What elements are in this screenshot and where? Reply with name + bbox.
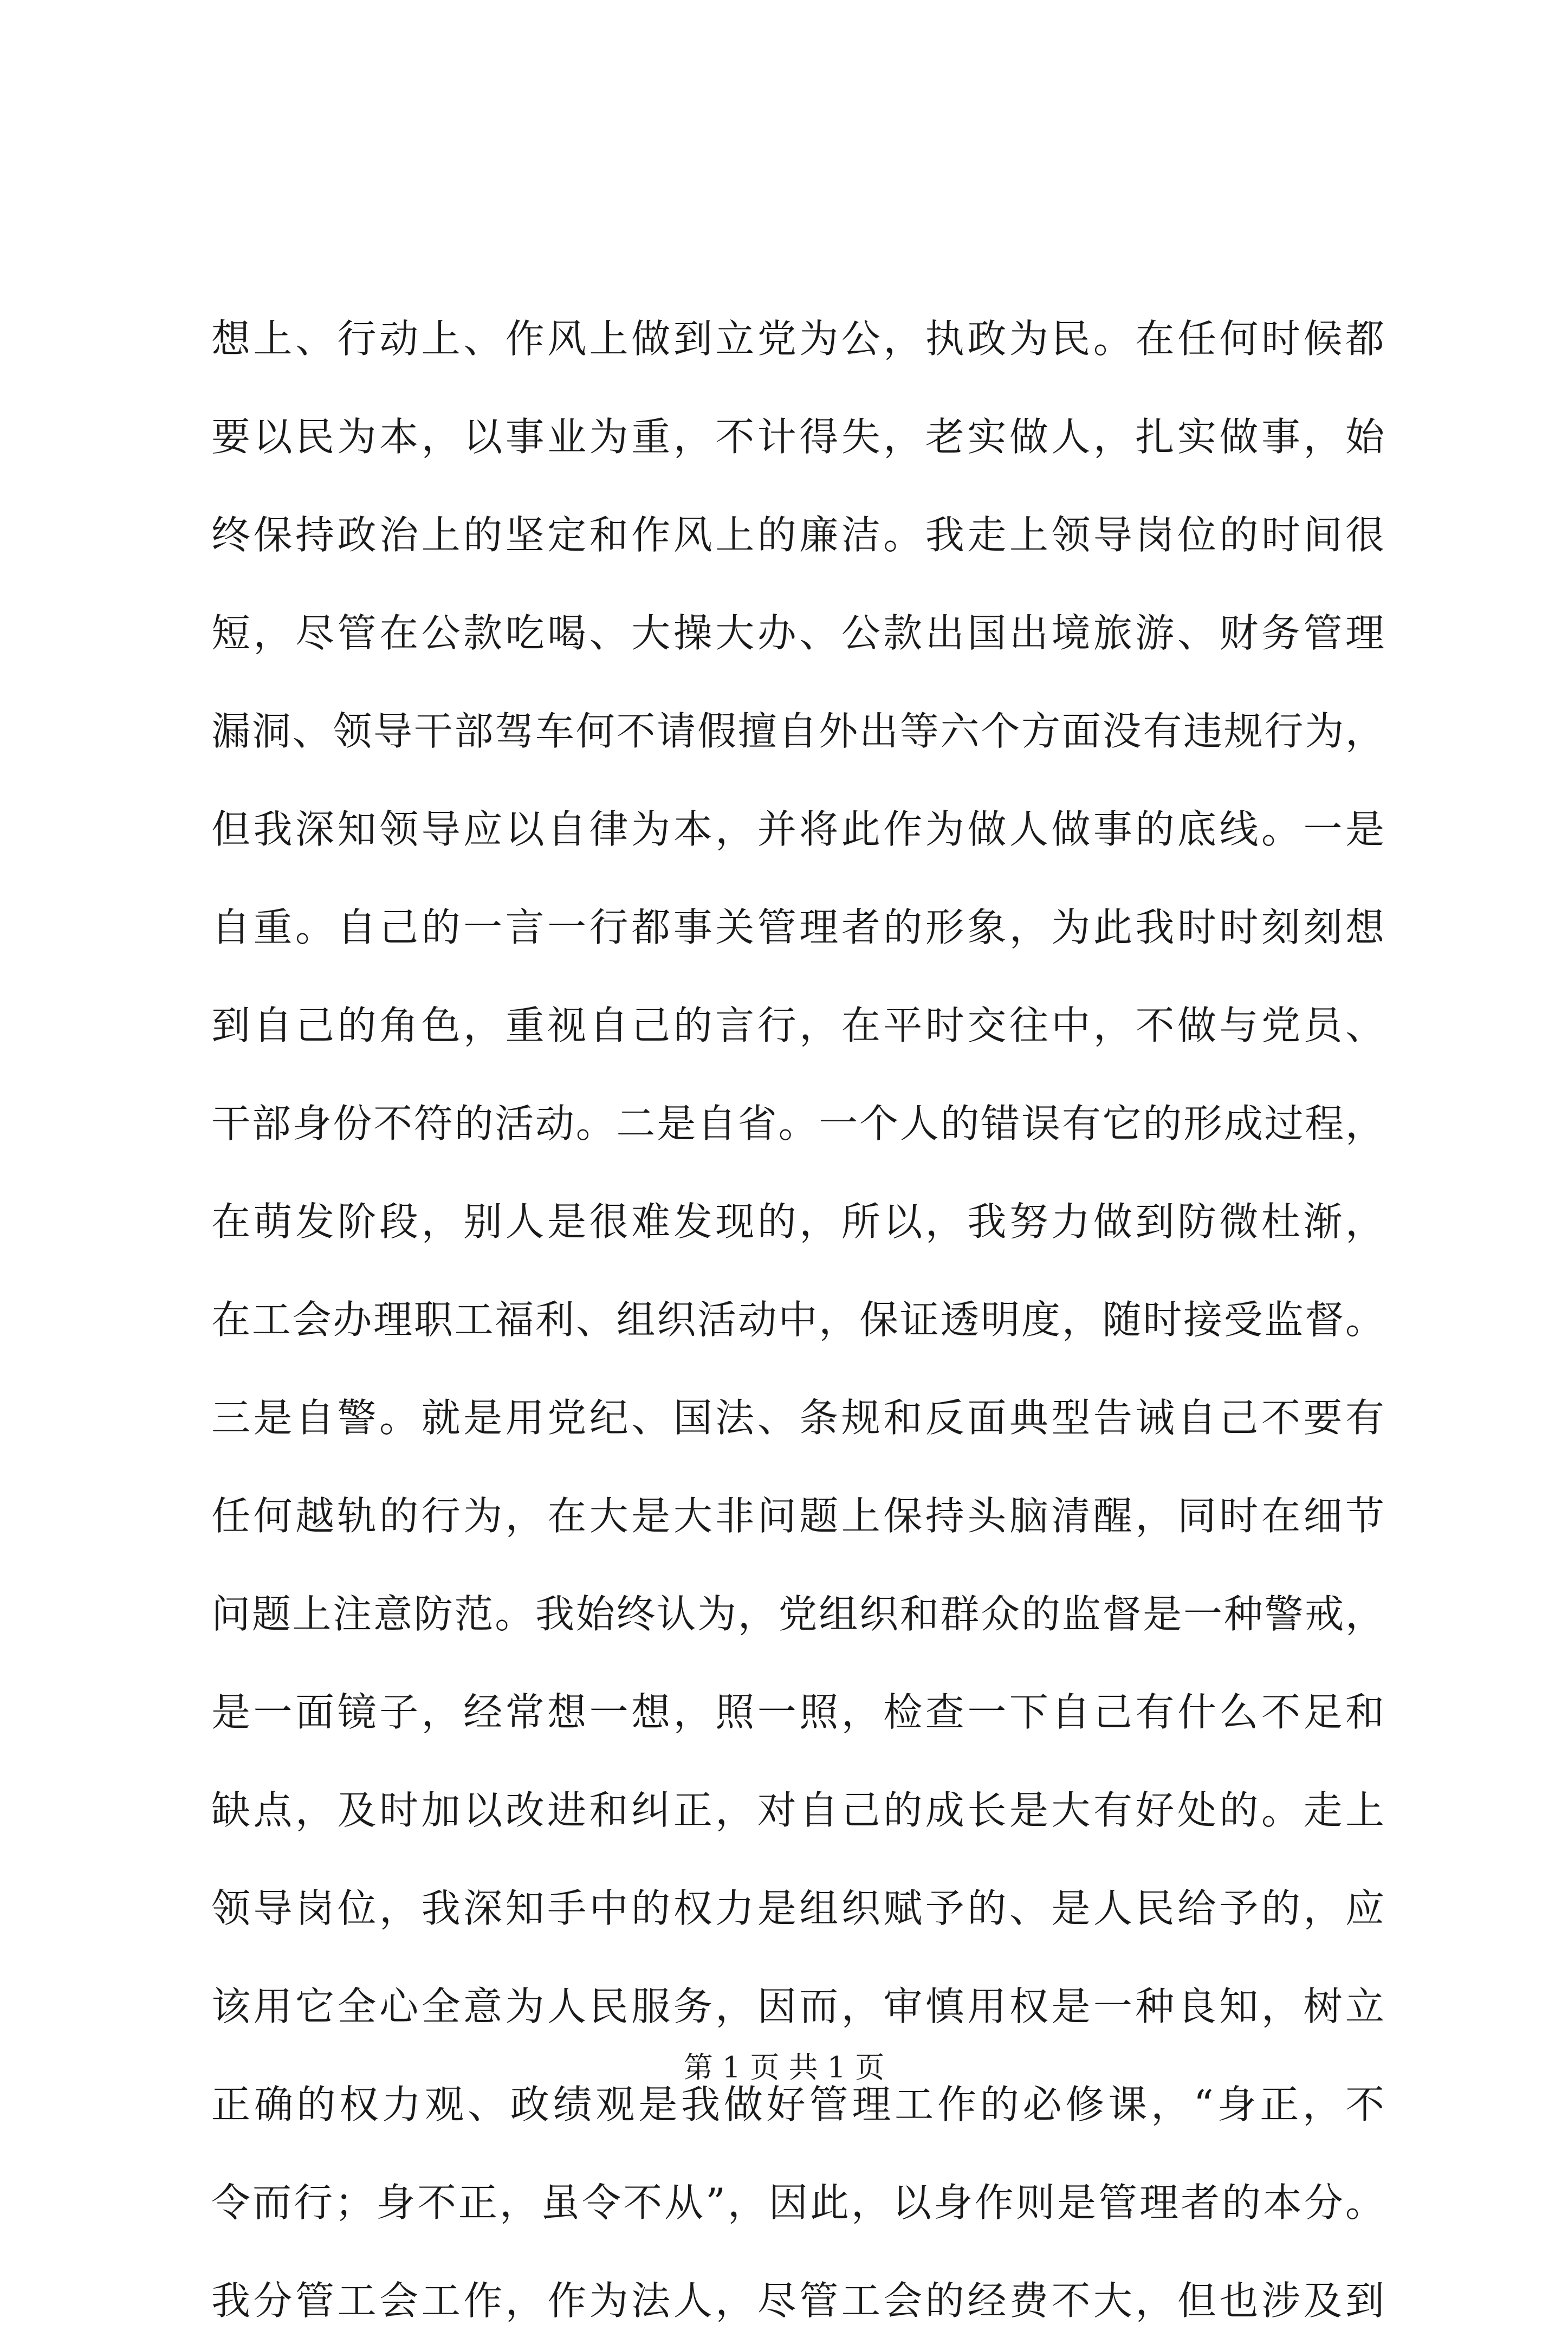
text-line: 干部身份不符的活动。二是自省。一个人的错误有它的形成过程，: [211, 1101, 1384, 1146]
text-line: 三是自警。就是用党纪、国法、条规和反面典型告诫自己不要有: [211, 1395, 1384, 1441]
text-line: 令而行；身不正，虽令不从”，因此，以身作则是管理者的本分。: [211, 2180, 1384, 2225]
text-line: 终保持政治上的坚定和作风上的廉洁。我走上领导岗位的时间很: [211, 512, 1384, 558]
text-line: 正确的权力观、政绩观是我做好管理工作的必修课，“身正，不: [211, 2082, 1384, 2127]
text-line: 在工会办理职工福利、组织活动中，保证透明度，随时接受监督。: [211, 1297, 1384, 1342]
text-line: 想上、行动上、作风上做到立党为公，执政为民。在任何时候都: [211, 316, 1384, 361]
text-line: 是一面镜子，经常想一想，照一照，检查一下自己有什么不足和: [211, 1689, 1384, 1735]
text-line: 到自己的角色，重视自己的言行，在平时交往中，不做与党员、: [211, 1003, 1384, 1048]
text-line: 领导岗位，我深知手中的权力是组织赋予的、是人民给予的，应: [211, 1886, 1384, 1931]
page-footer: [0, 2046, 1568, 2089]
text-line: 在萌发阶段，别人是很难发现的，所以，我努力做到防微杜渐，: [211, 1199, 1384, 1244]
text-line: 任何越轨的行为，在大是大非问题上保持头脑清醒，同时在细节: [211, 1493, 1384, 1539]
text-line: 但我深知领导应以自律为本，并将此作为做人做事的底线。一是: [211, 806, 1384, 852]
text-line: 要以民为本，以事业为重，不计得失，老实做人，扎实做事，始: [211, 414, 1384, 460]
text-line: 自重。自己的一言一行都事关管理者的形象，为此我时时刻刻想: [211, 905, 1384, 950]
document-body: [211, 290, 1384, 2350]
text-line: 漏洞、领导干部驾车何不请假擅自外出等六个方面没有违规行为，: [211, 708, 1384, 754]
text-line: 我分管工会工作，作为法人，尽管工会的经费不大，但也涉及到: [211, 2278, 1384, 2323]
text-line: 该用它全心全意为人民服务，因而，审慎用权是一种良知，树立: [211, 1984, 1384, 2029]
page-number-label: 第 1 页 共 1 页: [683, 2050, 885, 2084]
text-line: 问题上注意防范。我始终认为，党组织和群众的监督是一种警戒，: [211, 1591, 1384, 1637]
text-line: 短，尽管在公款吃喝、大操大办、公款出国出境旅游、财务管理: [211, 610, 1384, 656]
text-line: 缺点，及时加以改进和纠正，对自己的成长是大有好处的。走上: [211, 1787, 1384, 1833]
